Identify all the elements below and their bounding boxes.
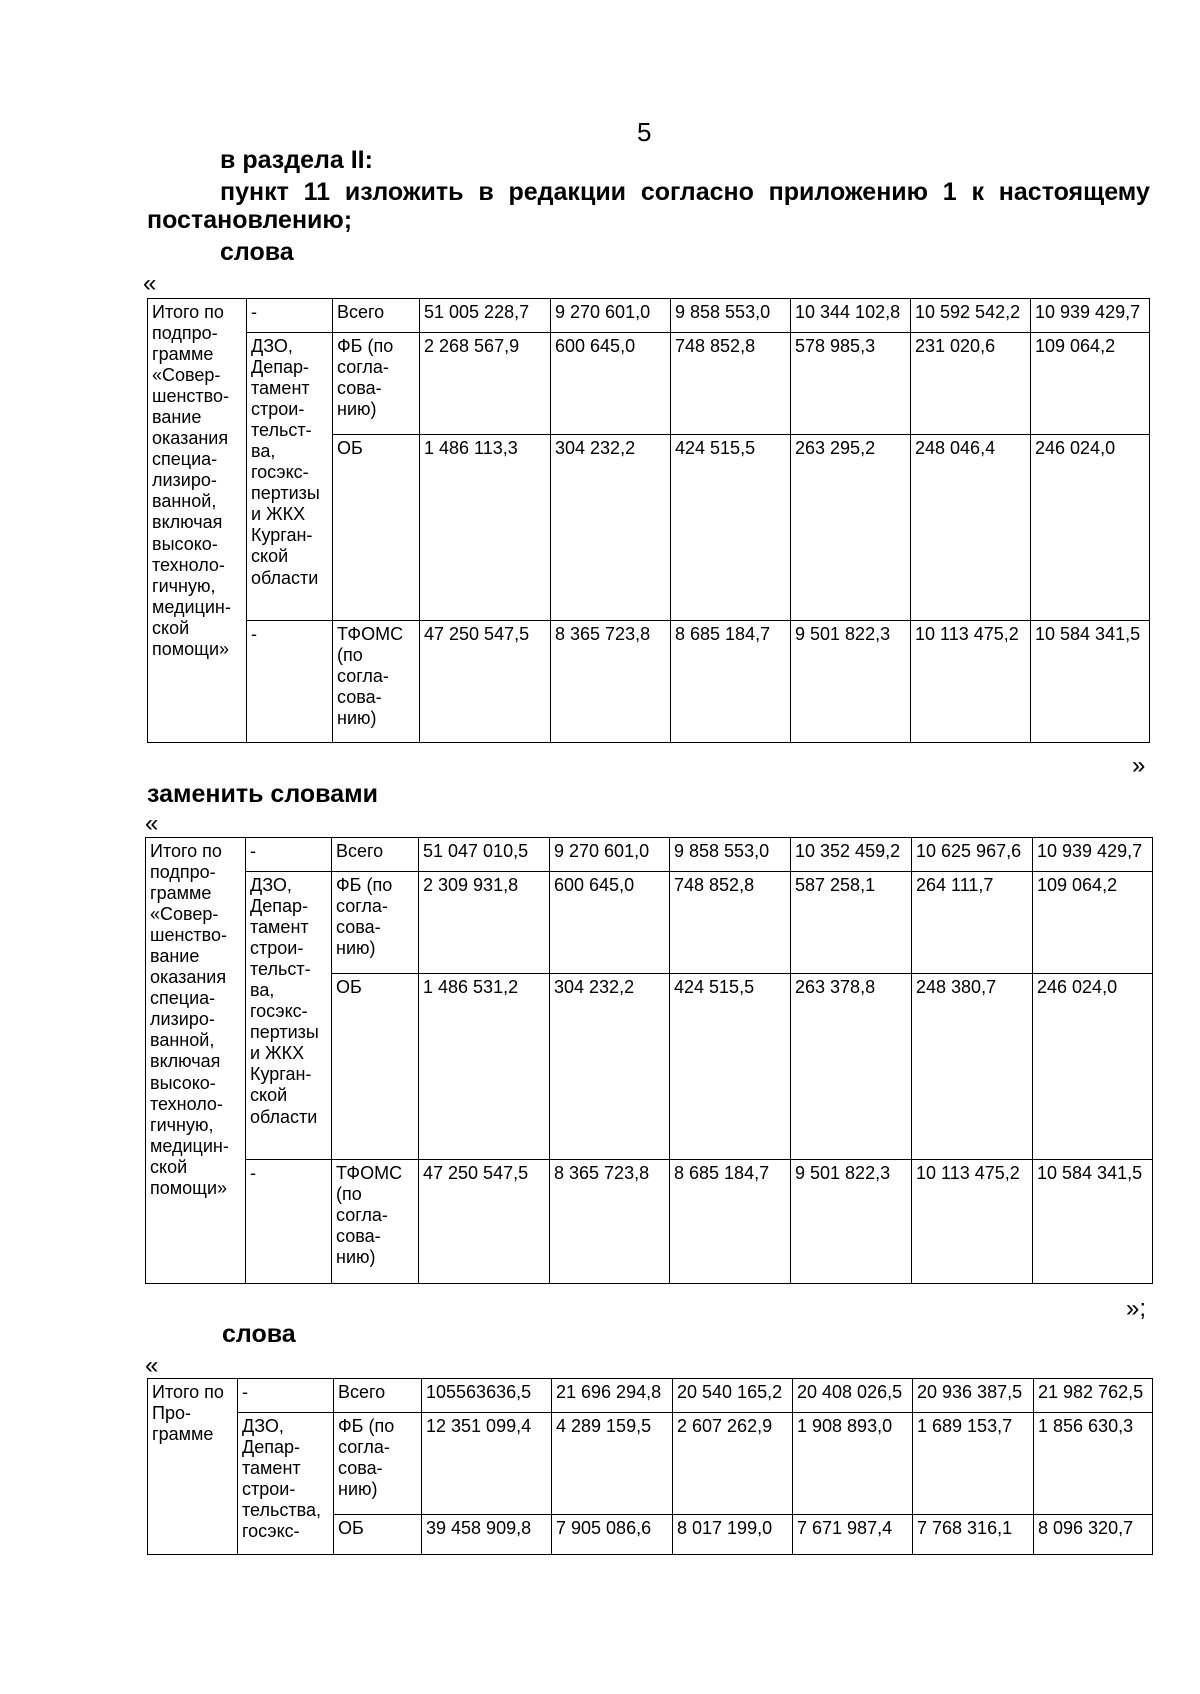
table-cell: 10 113 475,2	[912, 1160, 1033, 1284]
item-line-word: согласно	[640, 178, 754, 206]
table-cell: 1 486 113,3	[420, 435, 551, 621]
table-cell: 7 671 987,4	[793, 1515, 913, 1555]
label-slova-2: слова	[222, 1320, 296, 1348]
table-cell: 7 768 316,1	[913, 1515, 1034, 1555]
executor-department: ДЗО, Депар-тамент строи-тельст-ва, госэкс-пертизы и ЖКХ Курган-ской области	[247, 333, 333, 621]
table-cell: 10 352 459,2	[791, 838, 912, 872]
table-original-program	[147, 1378, 1153, 1555]
table-cell: 587 258,1	[791, 872, 912, 974]
table-cell: 264 111,7	[912, 872, 1033, 974]
source-regional: ОБ	[332, 974, 419, 1160]
item-line-word: настоящему	[998, 178, 1150, 206]
table-cell: 424 515,5	[670, 974, 791, 1160]
table-cell: 600 645,0	[550, 872, 670, 974]
source-total: Всего	[332, 838, 419, 872]
row-header-subprogram: Итого по подпро-грамме «Совер-шенство-вание оказания специа-лизиро-ванной, включая высоко-техноло-гичную, медицин-ской помощи»	[148, 299, 247, 743]
table-cell: 8 365 723,8	[551, 621, 671, 743]
table-cell: 12 351 099,4	[422, 1413, 552, 1515]
table-cell: 248 380,7	[912, 974, 1033, 1160]
table-cell: 10 939 429,7	[1031, 299, 1150, 333]
quote-open-2: «	[145, 810, 159, 837]
table-cell: 20 540 165,2	[673, 1379, 793, 1413]
table-cell: 9 501 822,3	[791, 621, 911, 743]
quote-open-3: «	[145, 1352, 159, 1379]
table-cell: 1 856 630,3	[1034, 1413, 1153, 1515]
executor-department: ДЗО, Депар-тамент строи-тельства, госэкс-	[238, 1413, 334, 1555]
item-line-word: изложить	[344, 178, 464, 206]
table-cell: 263 378,8	[791, 974, 912, 1160]
table-cell: 51 047 010,5	[419, 838, 550, 872]
executor-dash: -	[238, 1379, 334, 1413]
table-cell: 10 584 341,5	[1033, 1160, 1153, 1284]
item-line-continuation: постановлению;	[147, 206, 353, 234]
table-cell: 10 344 102,8	[791, 299, 911, 333]
table-cell: 10 939 429,7	[1033, 838, 1153, 872]
table-cell: 21 696 294,8	[552, 1379, 673, 1413]
table-cell: 10 113 475,2	[911, 621, 1031, 743]
item-line-word: редакции	[508, 178, 627, 206]
page-number: 5	[637, 117, 652, 147]
table-cell: 10 625 967,6	[912, 838, 1033, 872]
table-cell: 748 852,8	[671, 333, 791, 435]
item-line-word: 1	[942, 178, 957, 206]
table-cell: 2 309 931,8	[419, 872, 550, 974]
label-replace-with: заменить словами	[147, 780, 378, 808]
table-cell: 9 501 822,3	[791, 1160, 912, 1284]
table-cell: 8 365 723,8	[550, 1160, 670, 1284]
source-tfoms: ТФОМС (по согла-сова-нию)	[332, 1160, 419, 1284]
table-cell: 20 408 026,5	[793, 1379, 913, 1413]
executor-dash: -	[247, 299, 333, 333]
table-cell: 578 985,3	[791, 333, 911, 435]
table-cell: 9 270 601,0	[551, 299, 671, 333]
item-line	[220, 178, 1150, 207]
item-line-word: к	[971, 178, 984, 206]
table-cell: 248 046,4	[911, 435, 1031, 621]
table-cell: 304 232,2	[550, 974, 670, 1160]
table-cell: 8 096 320,7	[1034, 1515, 1153, 1555]
table-cell: 246 024,0	[1031, 435, 1150, 621]
section-line: в раздела II:	[220, 146, 373, 174]
table-cell: 8 685 184,7	[670, 1160, 791, 1284]
row-header-subprogram: Итого по подпро-грамме «Совер-шенство-вание оказания специа-лизиро-ванной, включая высоко-техноло-гичную, медицин-ской помощи»	[146, 838, 246, 1284]
table-cell: 10 592 542,2	[911, 299, 1031, 333]
item-line-word: приложению	[768, 178, 929, 206]
table-cell: 109 064,2	[1031, 333, 1150, 435]
table-cell: 600 645,0	[551, 333, 671, 435]
source-regional: ОБ	[334, 1515, 422, 1555]
table-cell: 1 689 153,7	[913, 1413, 1034, 1515]
table-cell: 20 936 387,5	[913, 1379, 1034, 1413]
table-cell: 2 607 262,9	[673, 1413, 793, 1515]
item-line-word: пункт	[220, 178, 289, 206]
table-cell: 424 515,5	[671, 435, 791, 621]
quote-open-1: «	[143, 270, 157, 297]
source-federal: ФБ (по согла-сова-нию)	[334, 1413, 422, 1515]
item-line-word: 11	[303, 178, 331, 206]
table-cell: 231 020,6	[911, 333, 1031, 435]
table-cell: 39 458 909,8	[422, 1515, 552, 1555]
table-cell: 9 858 553,0	[670, 838, 791, 872]
table-cell: 9 270 601,0	[550, 838, 670, 872]
table-cell: 1 486 531,2	[419, 974, 550, 1160]
executor-dash: -	[247, 621, 333, 743]
source-regional: ОБ	[333, 435, 420, 621]
label-slova-1: слова	[220, 238, 294, 266]
quote-close-2: »;	[1126, 1295, 1147, 1322]
executor-dash: -	[246, 1160, 332, 1284]
table-cell: 47 250 547,5	[420, 621, 551, 743]
table-cell: 109 064,2	[1033, 872, 1153, 974]
table-original-subprogram	[147, 298, 1150, 743]
table-cell: 21 982 762,5	[1034, 1379, 1153, 1413]
table-cell: 4 289 159,5	[552, 1413, 673, 1515]
table-cell: 246 024,0	[1033, 974, 1153, 1160]
table-cell: 9 858 553,0	[671, 299, 791, 333]
table-cell: 748 852,8	[670, 872, 791, 974]
table-cell: 7 905 086,6	[552, 1515, 673, 1555]
table-cell: 304 232,2	[551, 435, 671, 621]
table-cell: 2 268 567,9	[420, 333, 551, 435]
table-replacement-subprogram	[145, 837, 1153, 1284]
source-federal: ФБ (по согла-сова-нию)	[332, 872, 419, 974]
table-cell: 8 017 199,0	[673, 1515, 793, 1555]
table-cell: 51 005 228,7	[420, 299, 551, 333]
source-total: Всего	[334, 1379, 422, 1413]
item-line-word: в	[478, 178, 494, 206]
source-federal: ФБ (по согла-сова-нию)	[333, 333, 420, 435]
executor-dash: -	[246, 838, 332, 872]
table-cell: 47 250 547,5	[419, 1160, 550, 1284]
source-total: Всего	[333, 299, 420, 333]
executor-department: ДЗО, Депар-тамент строи-тельст-ва, госэкс-пертизы и ЖКХ Курган-ской области	[246, 872, 332, 1160]
table-cell: 263 295,2	[791, 435, 911, 621]
source-tfoms: ТФОМС (по согла-сова-нию)	[333, 621, 420, 743]
table-cell: 8 685 184,7	[671, 621, 791, 743]
quote-close-1: »	[1132, 752, 1146, 779]
table-cell: 10 584 341,5	[1031, 621, 1150, 743]
table-cell: 1 908 893,0	[793, 1413, 913, 1515]
row-header-program: Итого по Про-грамме	[148, 1379, 238, 1555]
table-cell: 105563636,5	[422, 1379, 552, 1413]
